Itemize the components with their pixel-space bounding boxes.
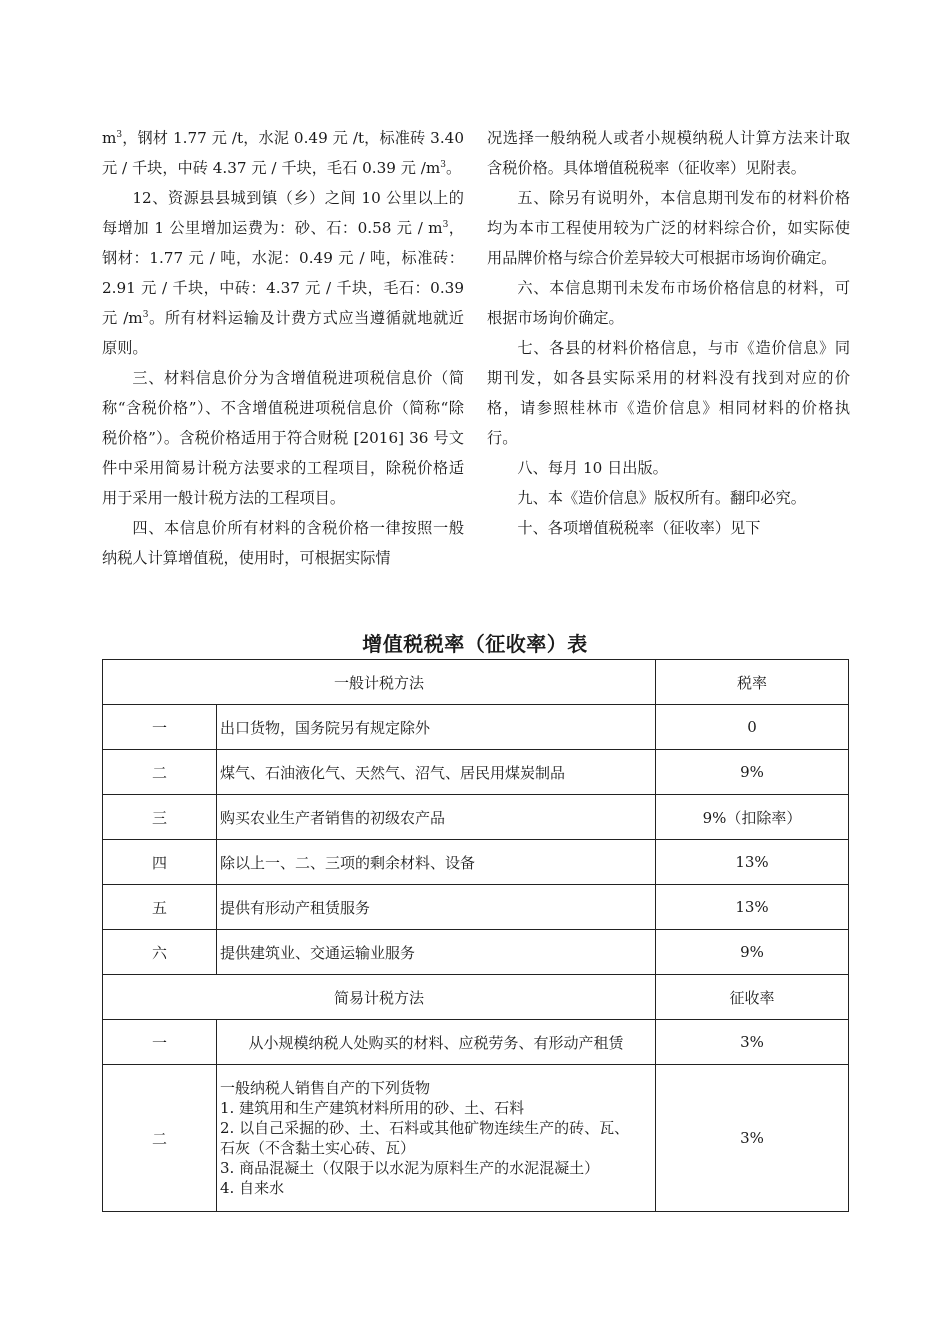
row-item: 出口货物，国务院另有规定除外 (217, 705, 656, 750)
row-rate: 13% (656, 840, 849, 885)
row-number: 五 (103, 885, 217, 930)
row-rate: 3% (656, 1020, 849, 1065)
row-item-line: 1. 建筑用和生产建筑材料所用的砂、土、石料 (220, 1099, 525, 1117)
row-item-line: 一般纳税人销售自产的下列货物 (220, 1079, 431, 1097)
table-row (103, 1065, 849, 1212)
table-row (103, 930, 849, 975)
row-item: 煤气、石油液化气、天然气、沼气、居民用煤炭制品 (217, 750, 656, 795)
table-row (103, 705, 849, 750)
row-item: 购买农业生产者销售的初级农产品 (217, 795, 656, 840)
paragraph-freight-continued: $m^3$，钢材 1.77 元 /t，水泥 0.49 元 /t，标准砖 3.40 元 / 千块，中砖 4.37 元 / 千块，毛石 0.39 元 $/m^3$。 (102, 129, 464, 177)
row-rate: 3% (656, 1065, 849, 1212)
row-number: 三 (103, 795, 217, 840)
paragraph-section-6: 六、本信息期刊未发布市场价格信息的材料，可根据市场询价确定。 (487, 279, 850, 327)
row-item-line: 石灰（不含黏土实心砖、瓦） (220, 1139, 416, 1157)
general-method-header: 一般计税方法 (103, 660, 656, 705)
paragraph-section-4: 四、本信息价所有材料的含税价格一律按照一般纳税人计算增值税，使用时，可根据实际情 (102, 519, 464, 567)
paragraph-section-8: 八、每月 10 日出版。 (517, 459, 668, 477)
paragraph-section-5: 五、除另有说明外，本信息期刊发布的材料价格均为本市工程使用较为广泛的材料综合价，如实际使用品牌价格与综合价差异较大可根据市场询价确定。 (487, 189, 850, 267)
row-rate: 9% (656, 750, 849, 795)
table-header-row (103, 975, 849, 1020)
row-number: 二 (103, 750, 217, 795)
paragraph-section-7: 七、各县的材料价格信息，与市《造价信息》同期刊发，如各县实际采用的材料没有找到对应的价格，请参照桂林市《造价信息》相同材料的价格执行。 (487, 339, 850, 447)
paragraph-section-9: 九、本《造价信息》版权所有。翻印必究。 (517, 489, 806, 507)
row-number: 一 (103, 705, 217, 750)
paragraph-section-3: 三、材料信息价分为含增值税进项税信息价（简称“含税价格”）、不含增值税进项税信息价（简称“除税价格”）。含税价格适用于符合财税 [2016] 36 号文件中采用简易计税方法要求的工程项目，除税价格适用于采用一般计税方法的工程项目。 (102, 369, 464, 507)
levy-rate-header: 征收率 (656, 975, 849, 1020)
table-row (103, 885, 849, 930)
row-item: 从小规模纳税人处购买的材料、应税劳务、有形动产租赁 (217, 1020, 656, 1065)
row-item-line: 4. 自来水 (220, 1179, 285, 1197)
right-column (487, 123, 850, 543)
row-number: 六 (103, 930, 217, 975)
row-item: 除以上一、二、三项的剩余材料、设备 (217, 840, 656, 885)
paragraph-item-12: 12、资源县县城到镇（乡）之间 10 公里以上的每增加 1 公里增加运费为：砂、石：0.58 元 / $m^3$，钢材：1.77 元 / 吨，水泥：0.49 元 / 吨，标准砖：2.91 元 / 千块，中砖：4.37 元 / 千块，毛石：0.39 元 $/m^3$。所有材料运输及计费方式应当遵循就地就近原则。 (102, 189, 464, 357)
row-item-line: 3. 商品混凝土（仅限于以水泥为原料生产的水泥混凝土） (220, 1159, 600, 1177)
row-number: 二 (103, 1065, 217, 1212)
row-rate: 9%（扣除率） (656, 795, 849, 840)
table-row (103, 750, 849, 795)
tax-rate-table (102, 659, 849, 1212)
table-row (103, 840, 849, 885)
left-column (102, 123, 464, 573)
row-rate: 9% (656, 930, 849, 975)
row-rate: 0 (656, 705, 849, 750)
table-title: 增值税税率（征收率）表 (362, 632, 588, 656)
row-number: 一 (103, 1020, 217, 1065)
table-header-row (103, 660, 849, 705)
table-row (103, 1020, 849, 1065)
table-row (103, 795, 849, 840)
rate-header: 税率 (656, 660, 849, 705)
row-item-line: 2. 以自己采掘的砂、土、石料或其他矿物连续生产的砖、瓦、 (220, 1119, 630, 1137)
row-number: 四 (103, 840, 217, 885)
row-item-multiline (217, 1065, 656, 1212)
simple-method-header: 简易计税方法 (103, 975, 656, 1020)
row-item: 提供有形动产租赁服务 (217, 885, 656, 930)
paragraph-section-4-continued: 况选择一般纳税人或者小规模纳税人计算方法来计取含税价格。具体增值税税率（征收率）见附表。 (487, 129, 850, 177)
row-item: 提供建筑业、交通运输业服务 (217, 930, 656, 975)
row-rate: 13% (656, 885, 849, 930)
paragraph-section-10: 十、各项增值税税率（征收率）见下 (517, 519, 761, 537)
